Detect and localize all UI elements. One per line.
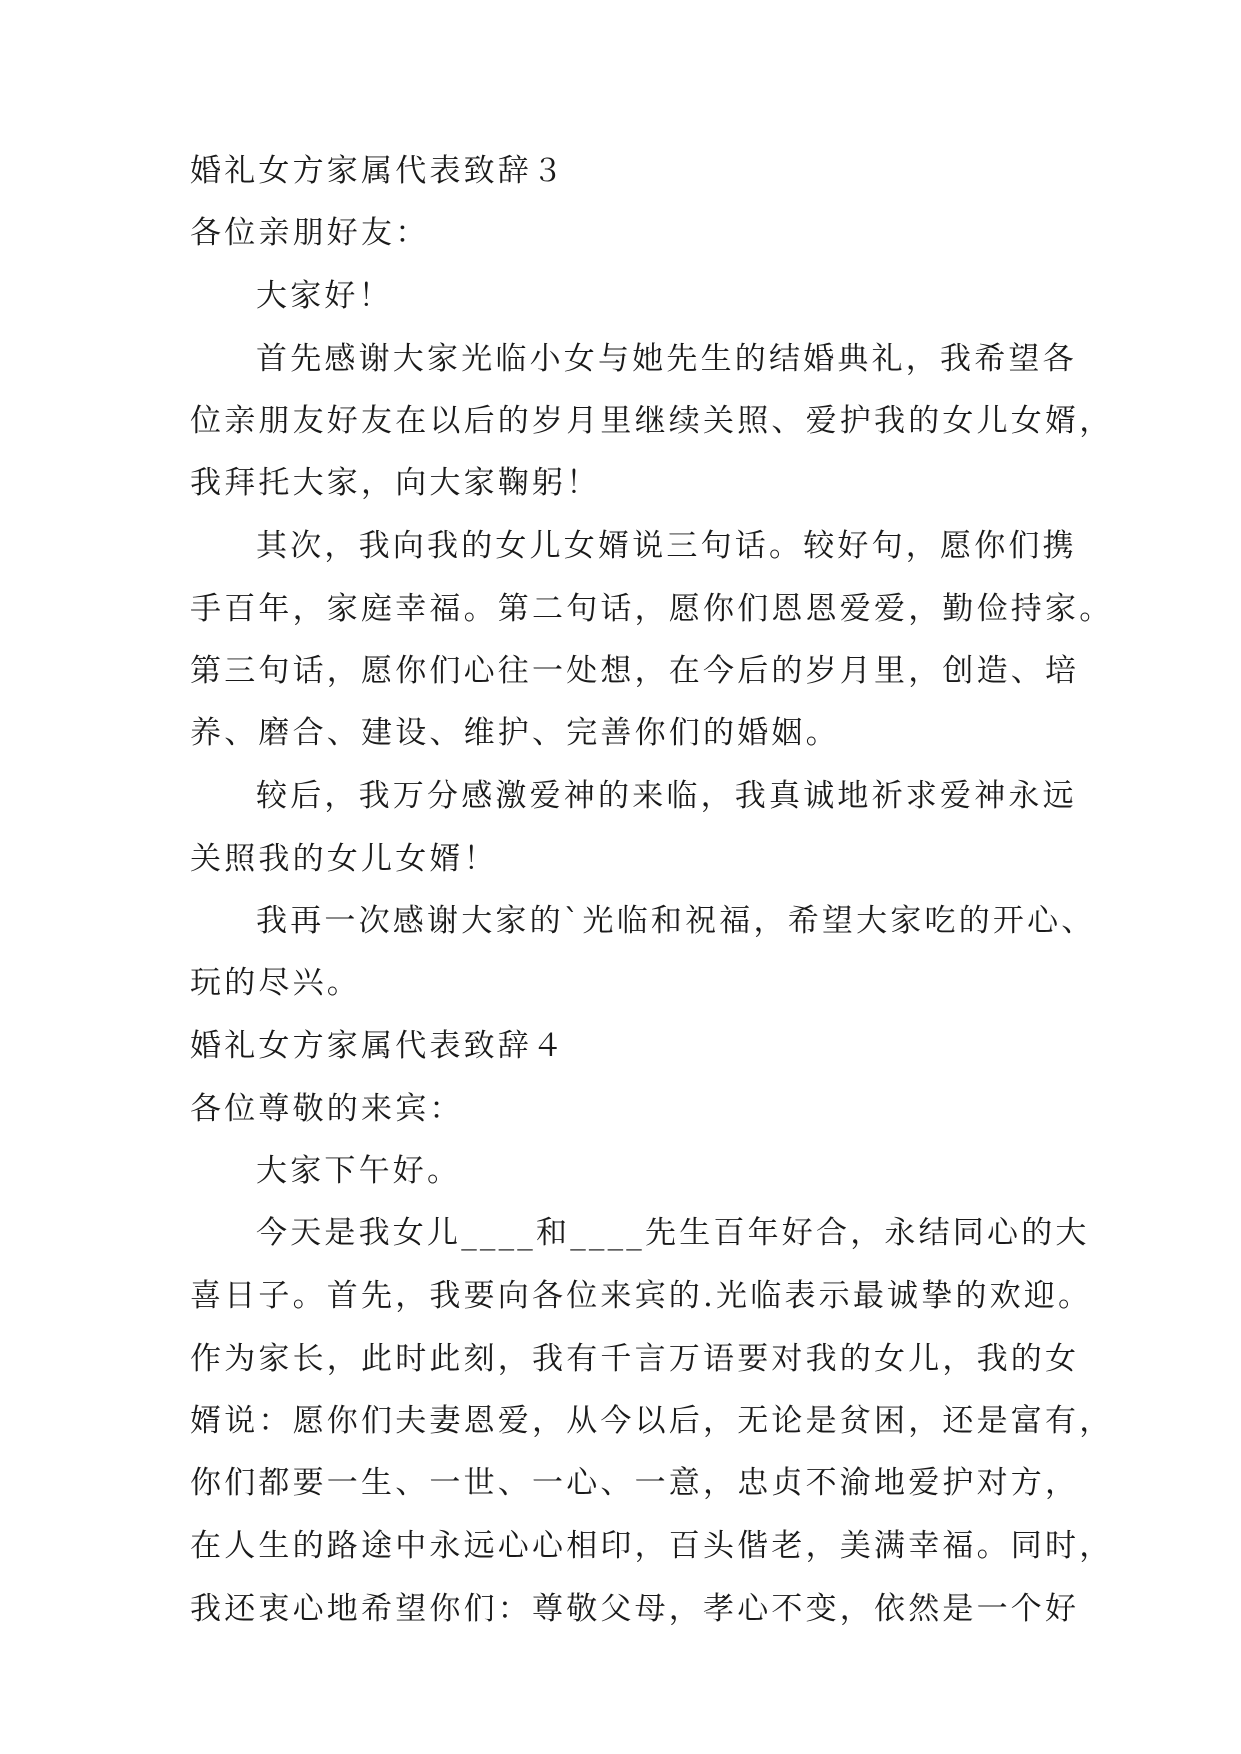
paragraph-line: 我再一次感谢大家的`光临和祝福，希望大家吃的开心、 [256,903,1096,939]
salutation: 各位尊敬的来宾： [190,1091,464,1127]
paragraph-line: 我还衷心地希望你们：尊敬父母，孝心不变，依然是一个好 [190,1591,1080,1627]
paragraph-line: 玩的尽兴。 [190,965,361,1001]
paragraph-line: 在人生的路途中永远心心相印，百头偕老，美满幸福。同时， [190,1528,1114,1564]
paragraph-line: 其次，我向我的女儿女婿说三句话。较好句，愿你们携 [256,528,1077,564]
paragraph-line: 你们都要一生、一世、一心、一意，忠贞不渝地爱护对方， [190,1465,1080,1501]
paragraph-line: 首先感谢大家光临小女与她先生的结婚典礼，我希望各 [256,341,1077,377]
paragraph-line: 手百年，家庭幸福。第二句话，愿你们恩恩爱爱，勤俭持家。 [190,591,1114,627]
paragraph-line: 大家好！ [256,278,393,314]
paragraph-line: 作为家长，此时此刻，我有千言万语要对我的女儿，我的女 [190,1341,1080,1377]
paragraph-line: 关照我的女儿女婿！ [190,841,498,877]
heading-speech-3: 婚礼女方家属代表致辞３ [190,153,567,189]
paragraph-line: 大家下午好。 [256,1153,462,1189]
paragraph-line: 第三句话，愿你们心往一处想，在今后的岁月里，创造、培 [190,653,1080,689]
salutation: 各位亲朋好友： [190,215,430,251]
paragraph-line: 我拜托大家，向大家鞠躬！ [190,465,601,501]
heading-speech-4: 婚礼女方家属代表致辞４ [190,1028,567,1064]
paragraph-line: 婿说：愿你们夫妻恩爱，从今以后，无论是贫困，还是富有， [190,1403,1114,1439]
paragraph-line: 养、磨合、建设、维护、完善你们的婚姻。 [190,715,840,751]
paragraph-line: 较后，我万分感激爱神的来临，我真诚地祈求爱神永远 [256,778,1077,814]
paragraph-line: 喜日子。首先，我要向各位来宾的.光临表示最诚挚的欢迎。 [190,1278,1093,1314]
paragraph-line: 位亲朋友好友在以后的岁月里继续关照、爱护我的女儿女婿， [190,403,1114,439]
paragraph-line: 今天是我女儿____和____先生百年好合，永结同心的大 [256,1215,1090,1251]
